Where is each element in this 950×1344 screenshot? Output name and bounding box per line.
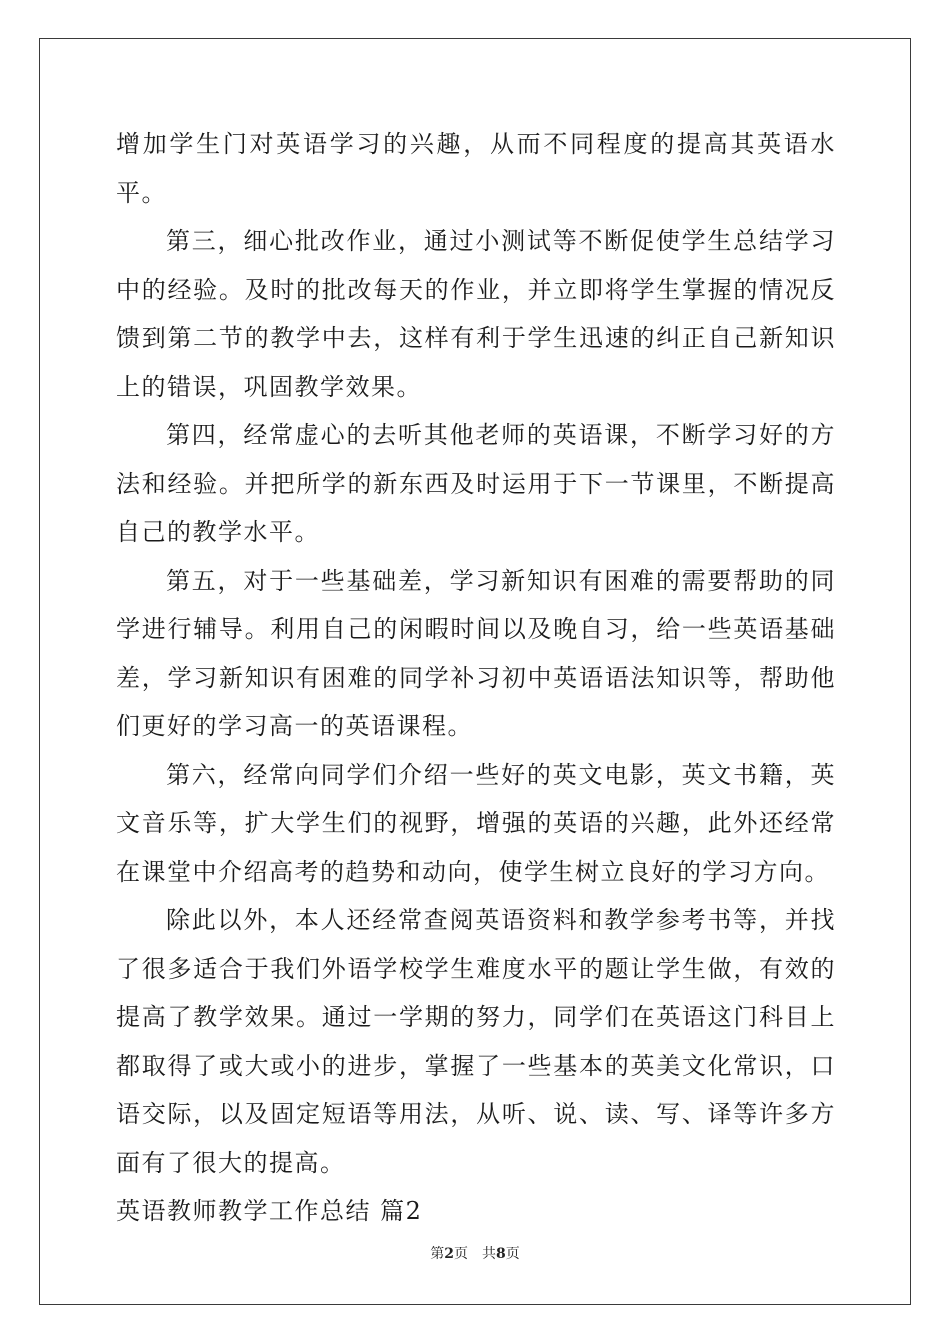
page-total-suffix: 页	[505, 1246, 520, 1262]
paragraph-third-point: 第三，细心批改作业，通过小测试等不断促使学生总结学习中的经验。及时的批改每天的作业，并立即将学生掌握的情况反馈到第二节的教学中去，这样有利于学生迅速的纠正自己新知识上的错误，巩固教学效果。	[116, 227, 836, 401]
page-number-suffix: 页	[454, 1246, 468, 1262]
page-total-prefix: 共	[482, 1246, 496, 1262]
paragraph-fourth-point: 第四，经常虚心的去听其他老师的英语课，不断学习好的方法和经验。并把所学的新东西及时运用于下一节课里，不断提高自己的教学水平。	[116, 421, 836, 546]
paragraph-additional-work: 除此以外，本人还经常查阅英语资料和教学参考书等，并找了很多适合于我们外语学校学生难度水平的题让学生做，有效的提高了教学效果。通过一学期的努力，同学们在英语这门科目上都取得了或大或小的进步，掌握了一些基本的英美文化常识，口语交际，以及固定短语等用法，从听、说、读、写、译等许多方面有了很大的提高。	[116, 906, 836, 1177]
paragraph-continuation: 增加学生门对英语学习的兴趣，从而不同程度的提高其英语水平。	[116, 130, 836, 207]
page-total-count: 8	[496, 1246, 506, 1262]
paragraph-sixth-point: 第六，经常向同学们介绍一些好的英文电影，英文书籍，英文音乐等，扩大学生们的视野，增强的英语的兴趣，此外还经常在课堂中介绍高考的趋势和动向，使学生树立良好的学习方向。	[116, 760, 836, 886]
page-number-prefix: 第	[430, 1246, 445, 1262]
paragraph-fifth-point: 第五，对于一些基础差，学习新知识有困难的需要帮助的同学进行辅导。利用自己的闲暇时间以及晚自习，给一些英语基础差，学习新知识有困难的同学补习初中英语语法知识等，帮助他们更好的学习高一的英语课程。	[116, 566, 836, 740]
page-number-current: 2	[444, 1246, 454, 1262]
page-footer	[0, 1244, 950, 1264]
document-body	[116, 120, 836, 1236]
section-heading: 英语教师教学工作总结 篇2	[116, 1197, 423, 1225]
